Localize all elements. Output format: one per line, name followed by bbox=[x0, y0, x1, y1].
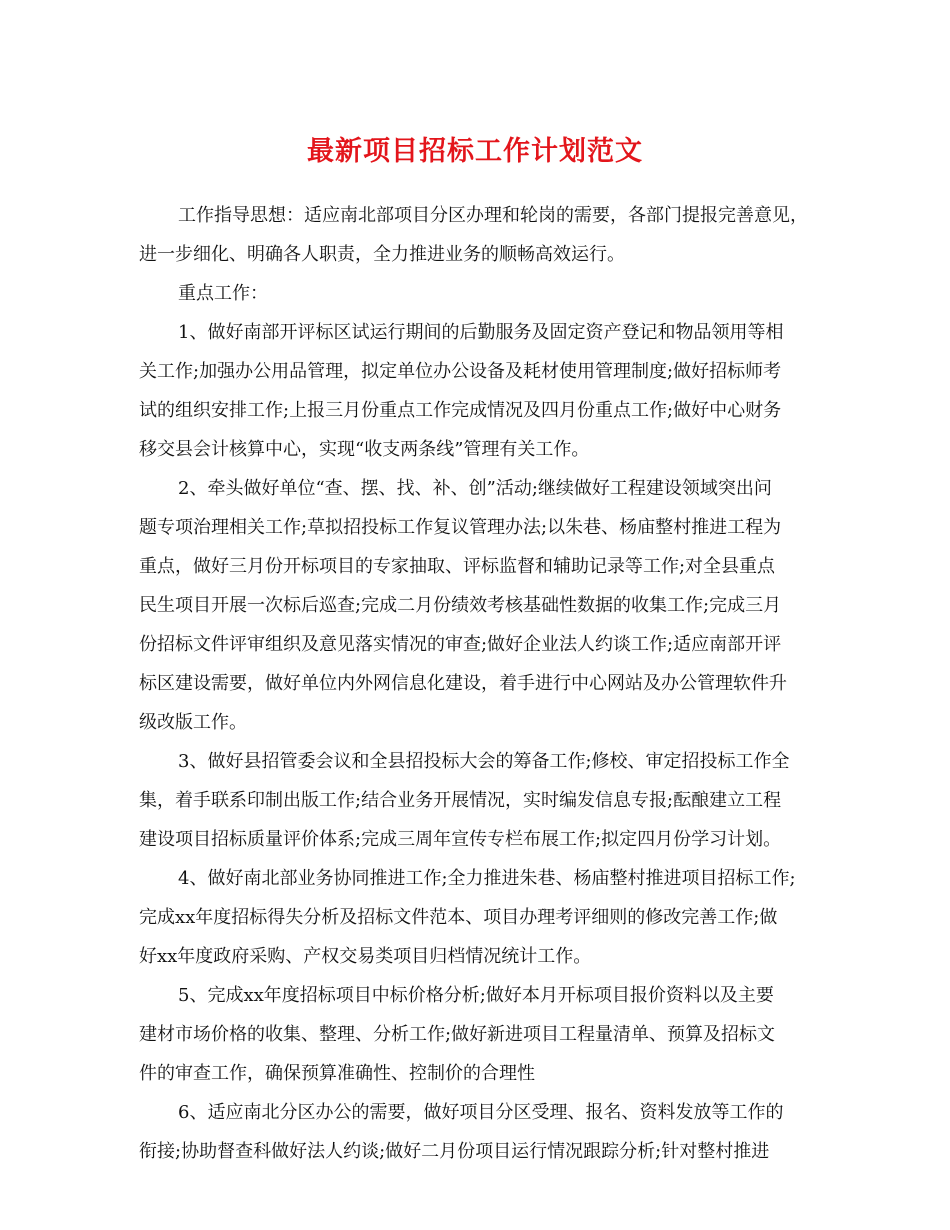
text-line: 4、做好南北部业务协同推进工作;全力推进朱巷、杨庙整村推进项目招标工作; bbox=[178, 868, 796, 889]
text-line: 工作指导思想：适应南北部项目分区办理和轮岗的需要，各部门提报完善意见， bbox=[178, 205, 808, 226]
text-line: 2、牵头做好单位“查、摆、找、补、创”活动;继续做好工程建设领域突出问 bbox=[178, 478, 772, 499]
text-line: 重点工作： bbox=[178, 283, 268, 304]
text-line: 份招标文件评审组织及意见落实情况的审查;做好企业法人约谈工作;适应南部开评 bbox=[139, 634, 782, 655]
text-line: 6、适应南北分区办公的需要，做好项目分区受理、报名、资料发放等工作的 bbox=[178, 1102, 784, 1123]
text-line: 1、做好南部开评标区试运行期间的后勤服务及固定资产登记和物品领用等相 bbox=[178, 322, 784, 343]
text-line: 5、完成xx年度招标项目中标价格分析;做好本月开标项目报价资料以及主要 bbox=[178, 985, 774, 1006]
text-line: 标区建设需要，做好单位内外网信息化建设，着手进行中心网站及办公管理软件升 bbox=[139, 673, 787, 694]
text-line: 移交县会计核算中心，实现“收支两条线”管理有关工作。 bbox=[139, 439, 590, 460]
text-line: 试的组织安排工作;上报三月份重点工作完成情况及四月份重点工作;做好中心财务 bbox=[139, 400, 782, 421]
text-line: 进一步细化、明确各人职责，全力推进业务的顺畅高效运行。 bbox=[139, 244, 625, 265]
text-line: 3、做好县招管委会议和全县招投标大会的筹备工作;修校、审定招投标工作全 bbox=[178, 751, 790, 772]
text-line: 完成xx年度招标得失分析及招标文件范本、项目办理考评细则的修改完善工作;做 bbox=[139, 907, 778, 928]
text-line: 重点，做好三月份开标项目的专家抽取、评标监督和辅助记录等工作;对全县重点 bbox=[139, 556, 776, 577]
text-line: 集，着手联系印制出版工作;结合业务开展情况，实时编发信息专报;酝酿建立工程 bbox=[139, 790, 782, 811]
text-line: 建设项目招标质量评价体系;完成三周年宣传专栏布展工作;拟定四月份学习计划。 bbox=[139, 829, 782, 850]
text-line: 件的审查工作，确保预算准确性、控制价的合理性 bbox=[139, 1063, 535, 1084]
text-line: 级改版工作。 bbox=[139, 712, 247, 733]
text-line: 关工作;加强办公用品管理，拟定单位办公设备及耗材使用管理制度;做好招标师考 bbox=[139, 361, 782, 382]
text-line: 题专项治理相关工作;草拟招投标工作复议管理办法;以朱巷、杨庙整村推进工程为 bbox=[139, 517, 782, 538]
document-title: 最新项目招标工作计划范文 bbox=[307, 136, 643, 167]
text-line: 衔接;协助督查科做好法人约谈;做好二月份项目运行情况跟踪分析;针对整村推进 bbox=[139, 1141, 770, 1162]
text-line: 民生项目开展一次标后巡查;完成二月份绩效考核基础性数据的收集工作;完成三月 bbox=[139, 595, 782, 616]
text-line: 好xx年度政府采购、产权交易类项目归档情况统计工作。 bbox=[139, 946, 592, 967]
text-line: 建材市场价格的收集、整理、分析工作;做好新进项目工程量清单、预算及招标文 bbox=[139, 1024, 776, 1045]
